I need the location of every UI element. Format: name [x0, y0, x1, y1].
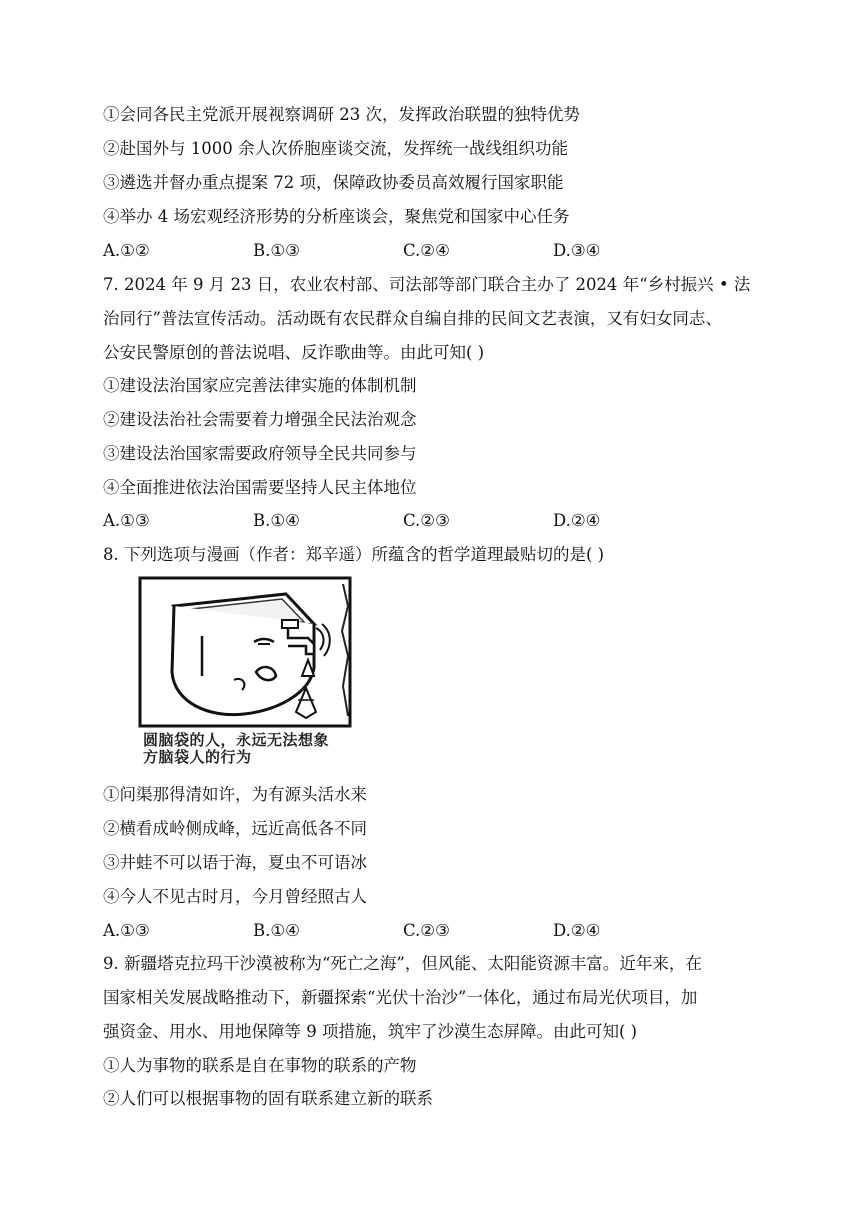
- q9-stem-line-1: 9. 新疆塔克拉玛干沙漠被称为“死亡之海”，但风能、太阳能资源丰富。近年来，在: [103, 954, 702, 973]
- q8-option-b[interactable]: B.①④: [253, 921, 300, 940]
- q7-stem-line-3: 公安民警原创的普法说唱、反诈歌曲等。由此可知( ): [103, 343, 485, 362]
- q6-item-2: ②赴国外与 1000 余人次侨胞座谈交流，发挥统一战线组织功能: [103, 139, 568, 158]
- q9-stem-line-2: 国家相关发展战略推动下，新疆探索“光伏十治沙”一体化，通过布局光伏项目，加: [103, 988, 698, 1007]
- q7-stem-line-1: 7. 2024 年 9 月 23 日，农业农村部、司法部等部门联合主办了 2024 年“乡村振兴 • 法: [103, 275, 751, 294]
- q6-option-a[interactable]: A.①②: [103, 241, 150, 260]
- q7-option-b[interactable]: B.①④: [253, 511, 300, 530]
- cartoon-caption-line-2: 方脑袋人的行为: [143, 748, 252, 766]
- q7-item-4: ④全面推进依法治国需要坚持人民主体地位: [103, 478, 417, 497]
- q8-item-4: ④今人不见古时月，今月曾经照古人: [103, 887, 367, 906]
- q7-option-c[interactable]: C.②③: [403, 511, 450, 530]
- q6-option-d[interactable]: D.③④: [553, 241, 601, 260]
- q6-option-b[interactable]: B.①③: [253, 241, 300, 260]
- q8-item-3: ③井蛙不可以语于海，夏虫不可语冰: [103, 853, 367, 872]
- q6-option-c[interactable]: C.②④: [403, 241, 450, 260]
- cartoon-caption-line-1: 圆脑袋的人，永远无法想象: [143, 731, 330, 749]
- q8-option-a[interactable]: A.①③: [103, 921, 150, 940]
- faucet-handle: [282, 620, 298, 628]
- q7-option-d[interactable]: D.②④: [553, 511, 601, 530]
- q6-item-1: ①会同各民主党派开展视察调研 23 次，发挥政治联盟的独特优势: [103, 105, 580, 124]
- q9-item-1: ①人为事物的联系是自在事物的联系的产物: [103, 1056, 417, 1075]
- q7-stem-line-2: 治同行”普法宣传活动。活动既有农民群众自编自排的民间文艺表演，又有妇女同志、: [103, 309, 722, 328]
- q8-stem: 8. 下列选项与漫画（作者：郑辛遥）所蕴含的哲学道理最贴切的是( ): [103, 545, 605, 564]
- q9-stem-line-3: 强资金、用水、用地保障等 9 项措施，筑牢了沙漠生态屏障。由此可知( ): [103, 1022, 638, 1041]
- q7-option-a[interactable]: A.①③: [103, 511, 150, 530]
- q7-item-1: ①建设法治国家应完善法律实施的体制机制: [103, 376, 417, 395]
- q9-item-2: ②人们可以根据事物的固有联系建立新的联系: [103, 1089, 433, 1108]
- q7-item-3: ③建设法治国家需要政府领导全民共同参与: [103, 444, 417, 463]
- q6-item-4: ④举办 4 场宏观经济形势的分析座谈会，聚焦党和国家中心任务: [103, 207, 570, 226]
- q8-option-d[interactable]: D.②④: [553, 921, 601, 940]
- q8-item-2: ②横看成岭侧成峰，远近高低各不同: [103, 819, 367, 838]
- cartoon-image: [138, 576, 352, 728]
- q6-item-3: ③遴选并督办重点提案 72 项，保障政协委员高效履行国家职能: [103, 173, 564, 192]
- q7-item-2: ②建设法治社会需要着力增强全民法治观念: [103, 410, 417, 429]
- cartoon-caption: [143, 732, 329, 766]
- q8-item-1: ①问渠那得清如许，为有源头活水来: [103, 785, 367, 804]
- q8-option-c[interactable]: C.②③: [403, 921, 450, 940]
